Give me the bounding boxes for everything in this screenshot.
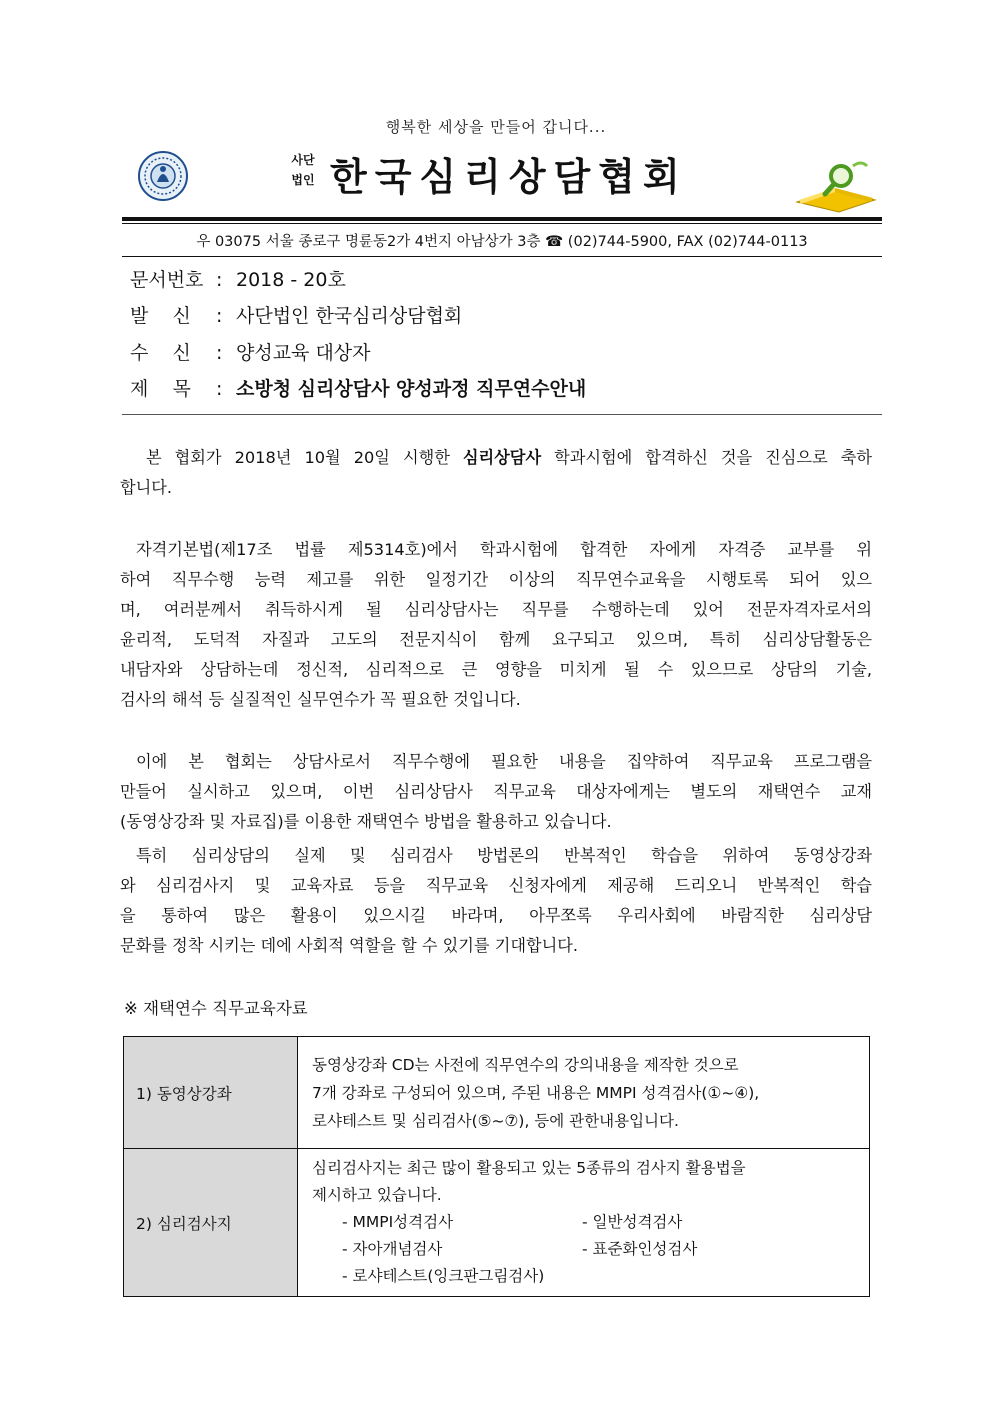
paragraph-line: 와 심리검사지 및 교육자료 등을 직무교육 신청자에게 제공해 드리오니 반복적인 학습 (120, 876, 872, 895)
recipient-row (130, 339, 371, 367)
materials-table (123, 1036, 870, 1297)
paragraph-line: (동영상강좌 및 자료집)를 이용한 재택연수 방법을 활용하고 있습니다. (120, 812, 612, 831)
content-line: 심리검사지는 최근 많이 활용되고 있는 5종류의 검사지 활용법을 (312, 1159, 746, 1177)
meta-rule (122, 414, 882, 415)
header-rule-thin (122, 223, 882, 224)
doc-number-label: 문서번호 (130, 269, 204, 291)
doc-number-value: 2018 - 20호 (236, 269, 346, 291)
recipient-value: 양성교육 대상자 (236, 342, 371, 364)
text-span: 본 협회가 2018년 10월 20일 시행한 (146, 448, 463, 467)
content-line: 동영상강좌 CD는 사전에 직무연수의 강의내용을 제작한 것으로 (312, 1055, 739, 1074)
paragraph-line: 윤리적, 도덕적 자질과 고도의 전문지식이 함께 요구되고 있으며, 특히 심리상담활동은 (120, 630, 872, 649)
address-rule (122, 256, 882, 257)
text-span: 학과시험에 합격하신 것을 진심으로 축하 (541, 448, 873, 467)
paragraph-line: 문화를 정착 시키는 데에 사회적 역할을 할 수 있기를 기대합니다. (120, 936, 579, 955)
row-content-tests (298, 1149, 870, 1297)
list-item: - 로샤테스트(잉크판그림검사) (342, 1267, 545, 1285)
address-line: 우 03075 서울 종로구 명륜동2가 4번지 아남상가 3층 ☎ (02)744-5900, FAX (02)744-0113 (196, 234, 808, 250)
recipient-label: 수 신 (130, 342, 191, 364)
list-item: - MMPI성격검사 (342, 1213, 454, 1231)
subject-label: 제 목 (130, 378, 191, 400)
table-row (124, 1149, 870, 1297)
organization-name: 한국심리상담협회 (330, 154, 688, 199)
paragraph-line: 합니다. (120, 478, 173, 497)
separator: : (216, 269, 223, 291)
table-row (124, 1037, 870, 1149)
paragraph-congratulations (120, 443, 872, 503)
paragraph-legal-basis (120, 535, 872, 715)
emblem-icon (137, 150, 189, 202)
test-list (312, 1209, 855, 1290)
row-label-tests: 2) 심리검사지 (124, 1149, 298, 1297)
magnifier-book-icon (795, 158, 877, 214)
paragraph-line: 며, 여러분께서 취득하시게 될 심리상담사는 직무를 수행하는데 있어 전문자격자로서의 (120, 600, 872, 619)
org-prefix-bottom: 법인 (291, 173, 315, 187)
paragraph-line: 자격기본법(제17조 법률 제5314호)에서 학과시험에 합격한 자에게 자격증 교부를 위 (136, 540, 872, 559)
content-line: 7개 강좌로 구성되어 있으며, 주된 내용은 MMPI 성격검사(①~④), (312, 1083, 760, 1102)
separator: : (216, 305, 223, 327)
paragraph-expectation (120, 841, 872, 961)
paragraph-line: 만들어 실시하고 있으며, 이번 심리상담사 직무교육 대상자에게는 별도의 재택연수 교재 (120, 782, 872, 801)
header-rule-thick (122, 217, 882, 221)
content-line: 로샤테스트 및 심리검사(⑤~⑦), 등에 관한내용입니다. (312, 1111, 679, 1130)
tagline: 행복한 세상을 만들어 갑니다... (385, 118, 607, 136)
row-label-video: 1) 동영상강좌 (124, 1037, 298, 1149)
paragraph-line: 내담자와 상담하는데 정신적, 심리적으로 큰 영향을 미치게 될 수 있으므로 상담의 기술, (120, 660, 872, 679)
row-content-video (298, 1037, 870, 1149)
subject-row (130, 375, 586, 403)
content-line: 제시하고 있습니다. (312, 1186, 442, 1204)
separator: : (216, 378, 223, 400)
paragraph-line (120, 443, 872, 473)
paragraph-line: 특히 심리상담의 실제 및 심리검사 방법론의 반복적인 학습을 위하여 동영상강좌 (136, 846, 872, 865)
paragraph-line: 검사의 해석 등 실질적인 실무연수가 꼭 필요한 것입니다. (120, 690, 521, 709)
org-prefix (283, 150, 323, 190)
sender-label: 발 신 (130, 305, 191, 327)
list-item: - 표준화인성검사 (582, 1240, 698, 1258)
sender-value: 사단법인 한국심리상담협회 (236, 305, 463, 327)
list-item: - 일반성격검사 (582, 1213, 683, 1231)
separator: : (216, 342, 223, 364)
paragraph-line: 을 통하여 많은 활용이 있으시길 바라며, 아무쪼록 우리사회에 바람직한 심리상담 (120, 906, 872, 925)
list-item: - 자아개념검사 (342, 1240, 443, 1258)
highlight-text: 심리상담사 (462, 448, 542, 467)
sender-row (130, 302, 462, 330)
org-prefix-top: 사단 (291, 153, 315, 167)
section-title: ※ 재택연수 직무교육자료 (124, 999, 308, 1018)
paragraph-line: 이에 본 협회는 상담사로서 직무수행에 필요한 내용을 집약하여 직무교육 프로그램을 (136, 752, 872, 771)
doc-number-row (130, 266, 346, 294)
subject-value: 소방청 심리상담사 양성과정 직무연수안내 (236, 378, 587, 400)
paragraph-program (120, 747, 872, 837)
paragraph-line: 하여 직무수행 능력 제고를 위한 일정기간 이상의 직무연수교육을 시행토록 되어 있으 (120, 570, 872, 589)
